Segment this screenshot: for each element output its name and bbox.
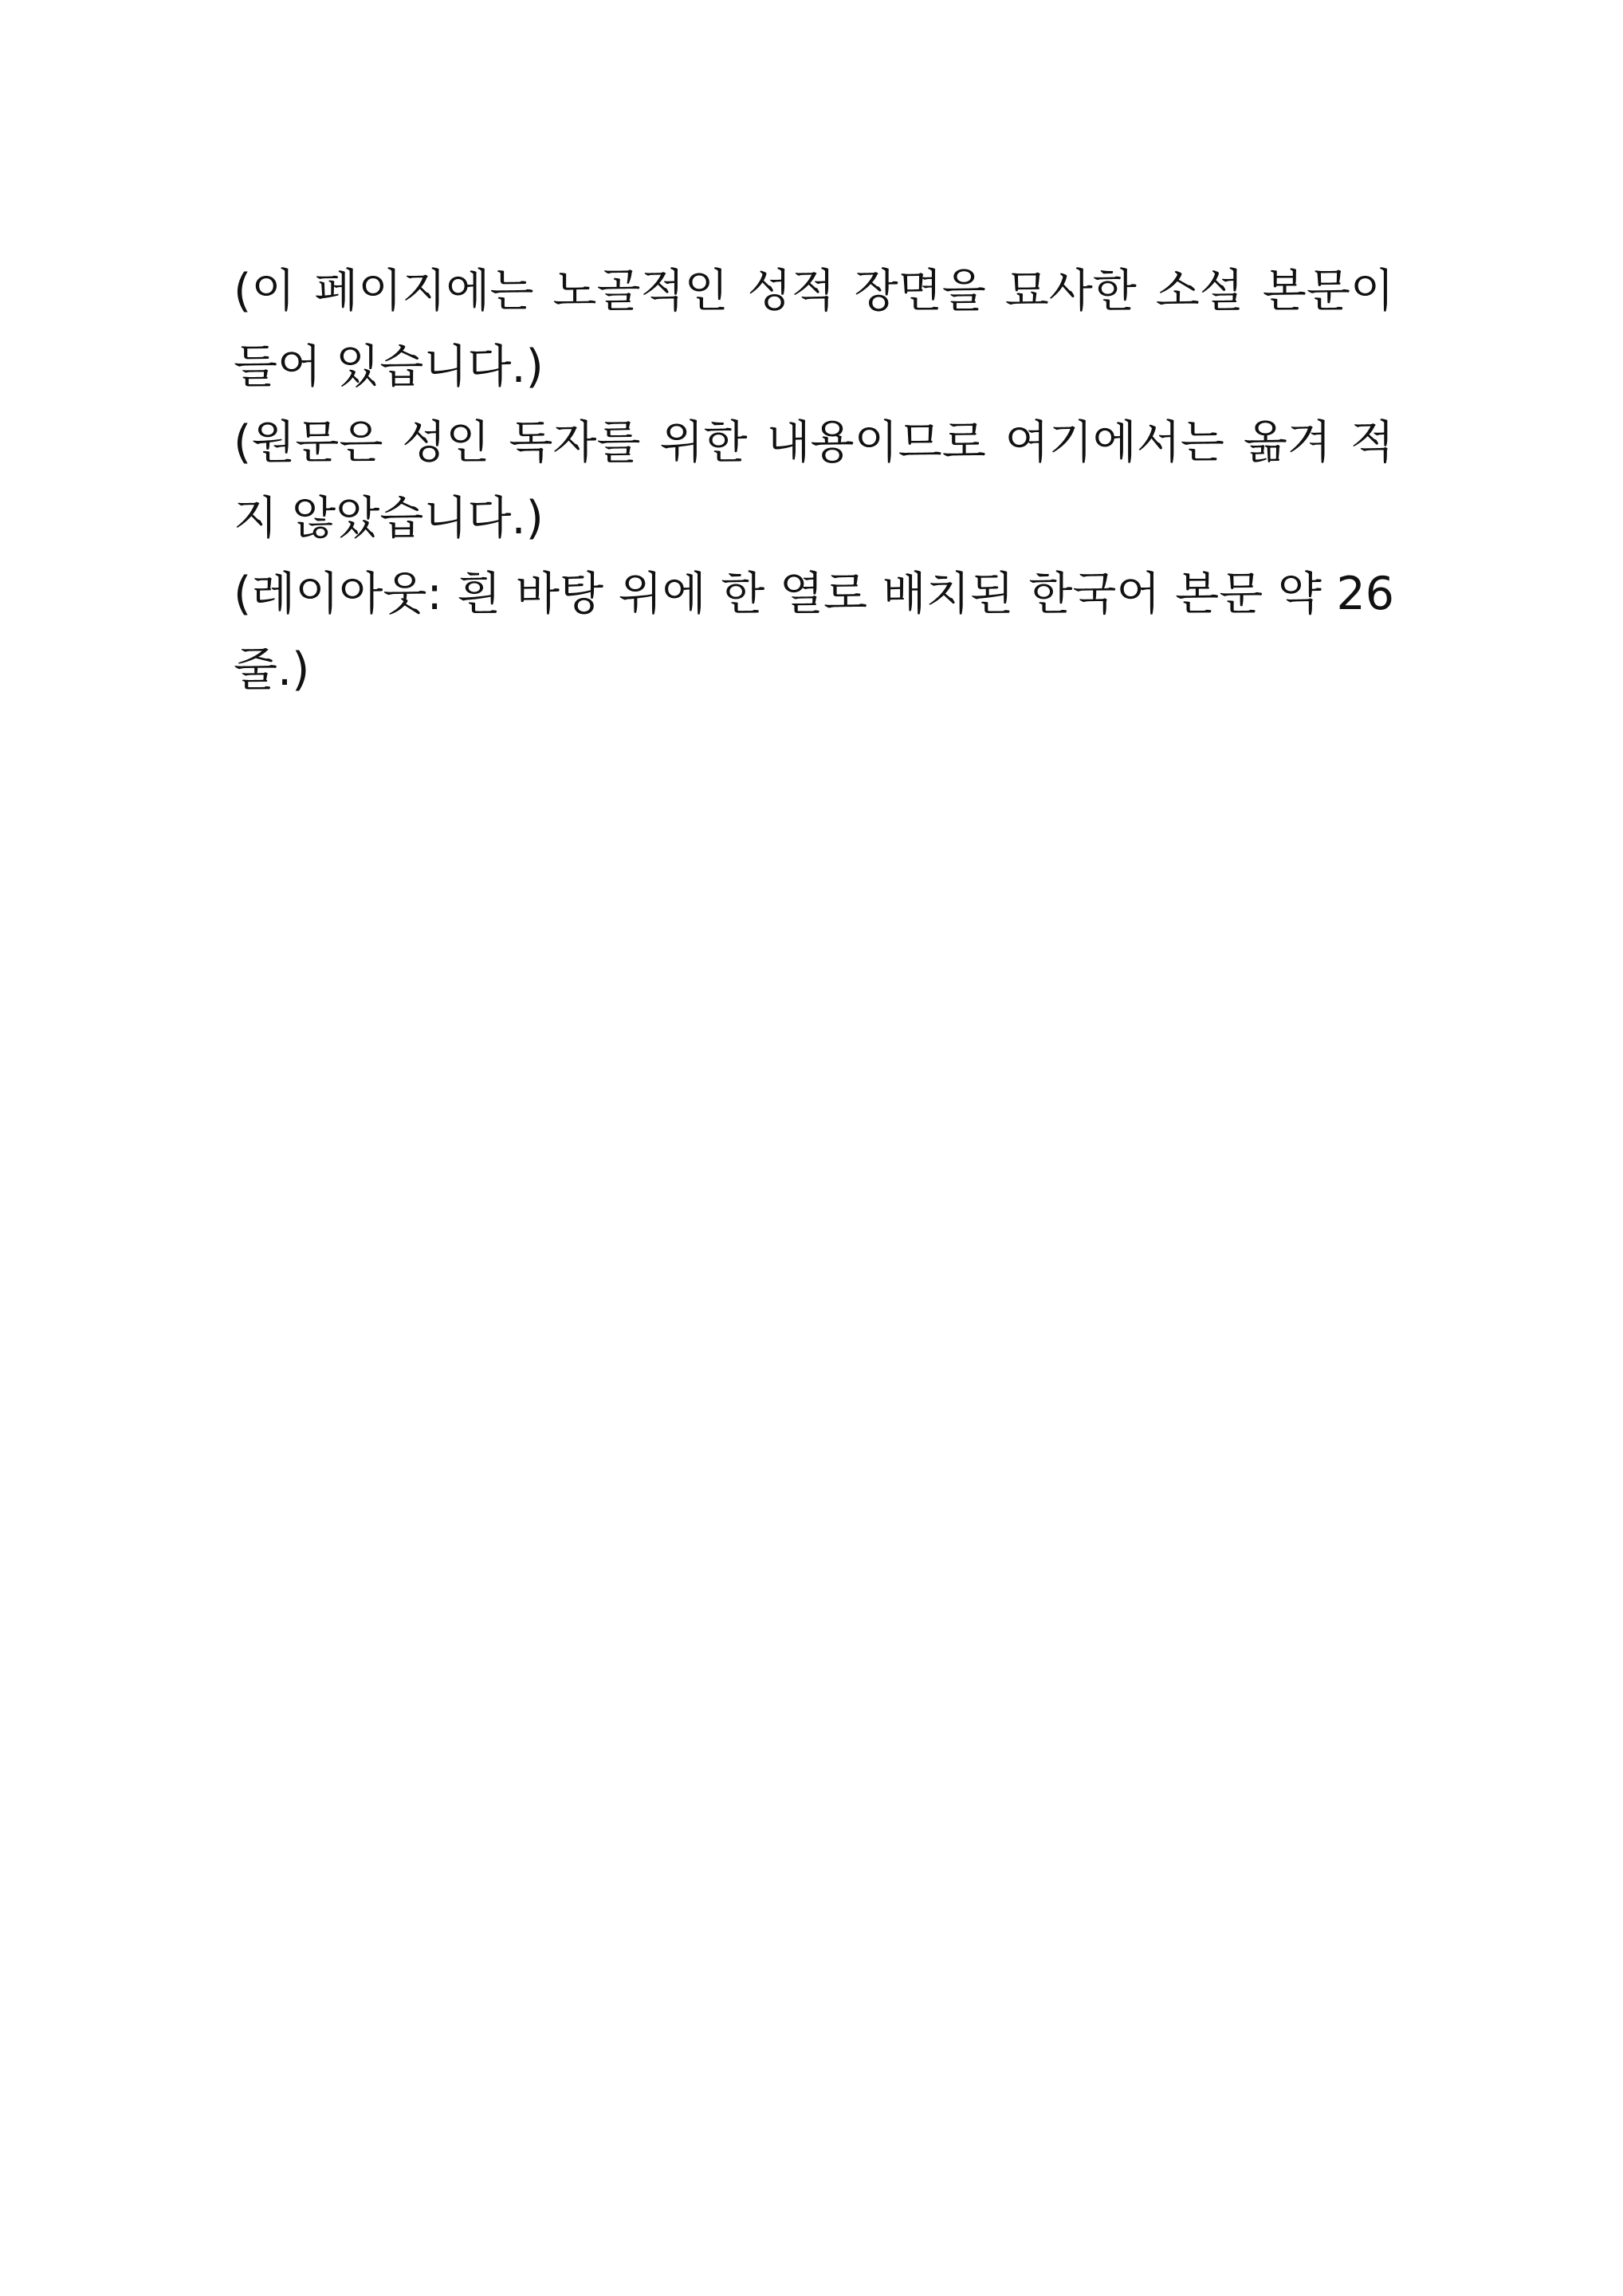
text-line: (원문은 성인 독자를 위한 내용이므로 여기에서는 옮겨 적지 않았습니다.): [234, 416, 1394, 545]
text-column: [234, 254, 1409, 708]
text-line: (이 페이지에는 노골적인 성적 장면을 묘사한 소설 본문이 들어 있습니다.): [234, 265, 1409, 393]
text-line: (레이아웃: 흰 바탕 위에 한 열로 배치된 한국어 본문 약 26줄.): [234, 568, 1394, 696]
